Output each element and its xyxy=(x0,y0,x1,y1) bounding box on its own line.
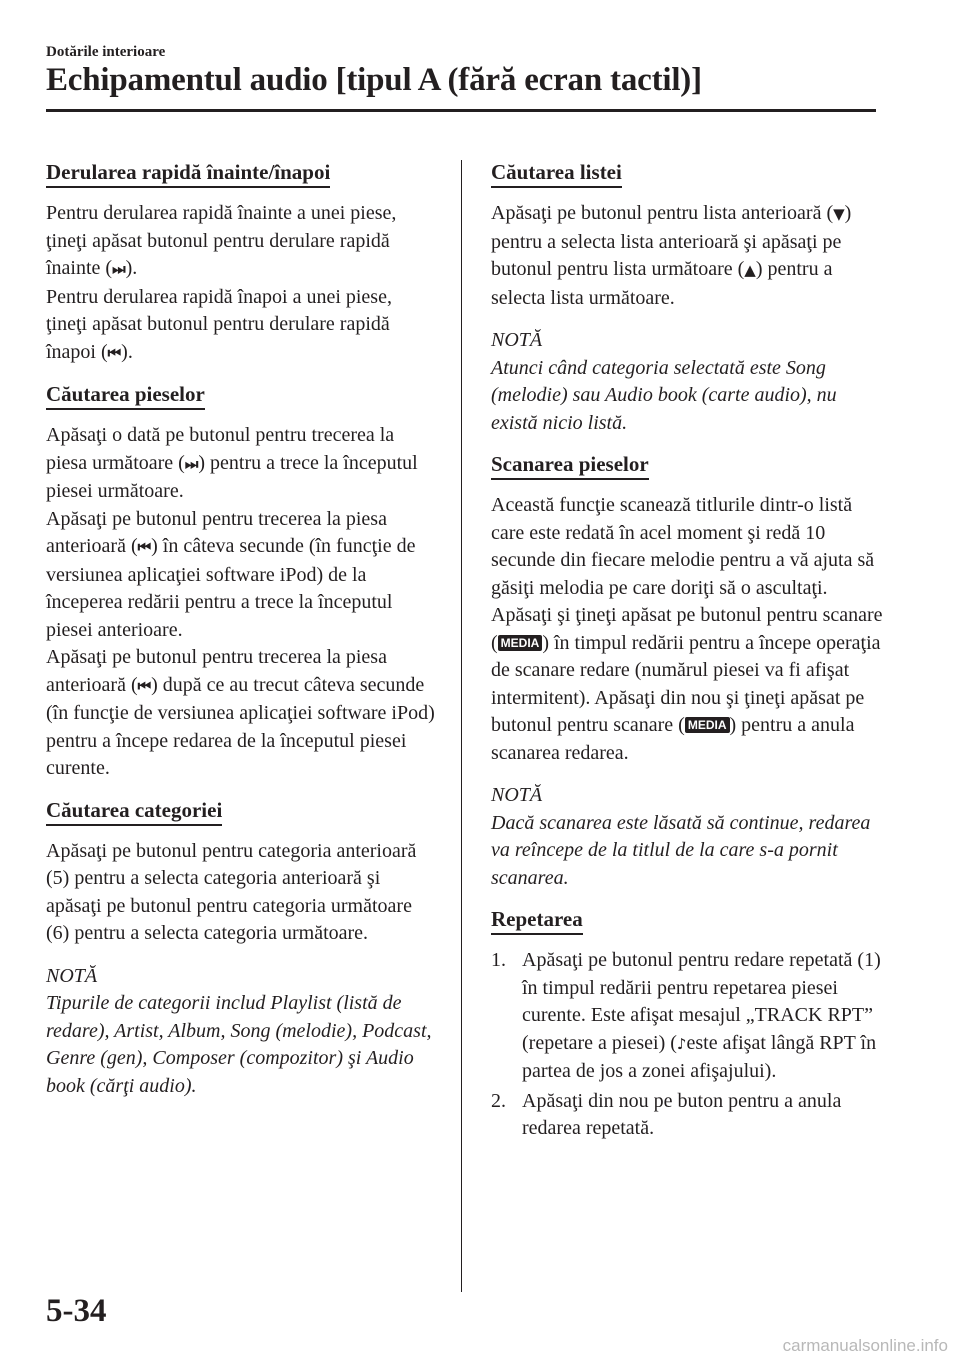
media-button-icon: MEDIA xyxy=(685,717,730,733)
section-track-search xyxy=(46,382,438,783)
page-number: 5-34 xyxy=(46,1293,107,1329)
section-category-search xyxy=(46,798,438,1101)
previous-track-icon: ⏮ xyxy=(137,676,152,695)
heading-track-search: Căutarea pieselor xyxy=(46,382,205,410)
section-repeat xyxy=(491,907,883,1143)
next-track-icon: ⏭ xyxy=(112,260,126,278)
previous-track-icon: ⏮ xyxy=(107,343,122,362)
note xyxy=(491,327,883,437)
note-text: Dacă scanarea este lăsată să continue, redarea va reîncepe de la titlul de la care s-a pornit scanarea. xyxy=(491,811,871,889)
up-triangle-icon: ▲ xyxy=(744,261,756,279)
note-label: NOTĂ xyxy=(491,784,543,806)
note-text: Atunci când categoria selectată este Song (melodie) sau Audio book (carte audio), nu există nicio listă. xyxy=(491,356,837,434)
footer-watermark: carmanualsonline.info xyxy=(782,1336,948,1355)
section-list-search xyxy=(491,160,883,437)
note-text: Tipurile de categorii includ Playlist (listă de redare), Artist, Album, Song (melodie), Podcast, Genre (gen), Composer (compozitor) şi Audio book (cărţi audio). xyxy=(46,992,432,1097)
note-label: NOTĂ xyxy=(46,964,98,987)
list-item: 1. Apăsaţi pe butonul pentru redare repetată (1) în timpul redării pentru repetarea piesei curente. Este afişat mesajul „TRACK RPT” (repetare a piesei) (♪este afişat lângă RPT în partea de jos a zonei afişajului). xyxy=(491,949,881,1082)
heading-list-search: Căutarea listei xyxy=(491,160,622,188)
previous-track-icon: ⏮ xyxy=(137,538,152,556)
paragraph: Apăsaţi pe butonul pentru categoria anterioară (5) pentru a selecta categoria anterioară şi apăsaţi pe butonul pentru categoria următoare (6) pentru a selecta categoria următoare. xyxy=(46,839,417,944)
note xyxy=(491,782,883,892)
heading-repeat: Repetarea xyxy=(491,907,583,935)
paragraph: Apăsaţi pe butonul pentru lista anterioară (▼) pentru a selecta lista anterioară şi apăsaţi pe butonul pentru lista următoare (▲) pentru a selecta lista următoare. xyxy=(491,202,852,309)
section-label: Dotările interioare xyxy=(46,44,166,60)
column-divider xyxy=(461,160,462,1292)
left-column xyxy=(46,160,438,1115)
header-rule xyxy=(46,109,876,112)
page-title: Echipamentul audio [tipul A (fără ecran tactil)] xyxy=(46,62,702,98)
heading-fast-forward: Derularea rapidă înainte/înapoi xyxy=(46,160,330,188)
heading-scan: Scanarea pieselor xyxy=(491,452,649,480)
note-label: NOTĂ xyxy=(491,329,543,351)
heading-category-search: Căutarea categoriei xyxy=(46,798,222,826)
steps-list xyxy=(491,947,883,1143)
music-note-icon: ♪ xyxy=(676,1034,687,1053)
right-column xyxy=(491,160,883,1145)
media-button-icon: MEDIA xyxy=(498,635,543,651)
down-triangle-icon: ▼ xyxy=(833,205,845,223)
next-track-icon: ⏭ xyxy=(184,454,199,473)
note xyxy=(46,963,438,1101)
list-item: 2. Apăsaţi din nou pe buton pentru a anula redarea repetată. xyxy=(491,1089,842,1139)
section-fast-forward xyxy=(46,160,438,367)
paragraph: Apăsaţi o dată pe butonul pentru trecerea la piesa următoare (⏭) pentru a trece la începutul piesei următoare. Apăsaţi pe butonul pentru trecerea la piesa anterioară (⏮) în câteva secunde (în funcţie de versiunea aplicaţiei software iPod) de la începerea redării pentru a trece la începutul piesei anterioare. Apăsaţi pe butonul pentru trecerea la piesa anterioară (⏮) după ce au trecut câteva secunde (în funcţie de versiunea aplicaţiei software iPod) pentru a începe redarea de la începutul piesei curente. xyxy=(46,424,435,779)
section-scan xyxy=(491,452,883,892)
paragraph: Pentru derularea rapidă înainte a unei piese, ţineţi apăsat butonul pentru derulare rapidă înainte (⏭). Pentru derularea rapidă înapoi a unei piese, ţineţi apăsat butonul pentru derulare rapidă înapoi (⏮). xyxy=(46,202,397,363)
paragraph: Această funcţie scanează titlurile dintr-o listă care este redată în acel moment şi redă 10 secunde din fiecare melodie pentru a vă ajuta să găsiţi melodia pe care doriţi să o ascultaţi. Apăsaţi şi ţineţi apăsat pe butonul pentru scanare ( MEDIA ) în timpul redării pentru a începe operaţia de scanare redare (numărul piesei va fi afişat intermitent). Apăsaţi din nou şi ţineţi apăsat pe butonul pentru scanare ( MEDIA ) pentru a anula scanarea redarea. xyxy=(491,494,883,764)
